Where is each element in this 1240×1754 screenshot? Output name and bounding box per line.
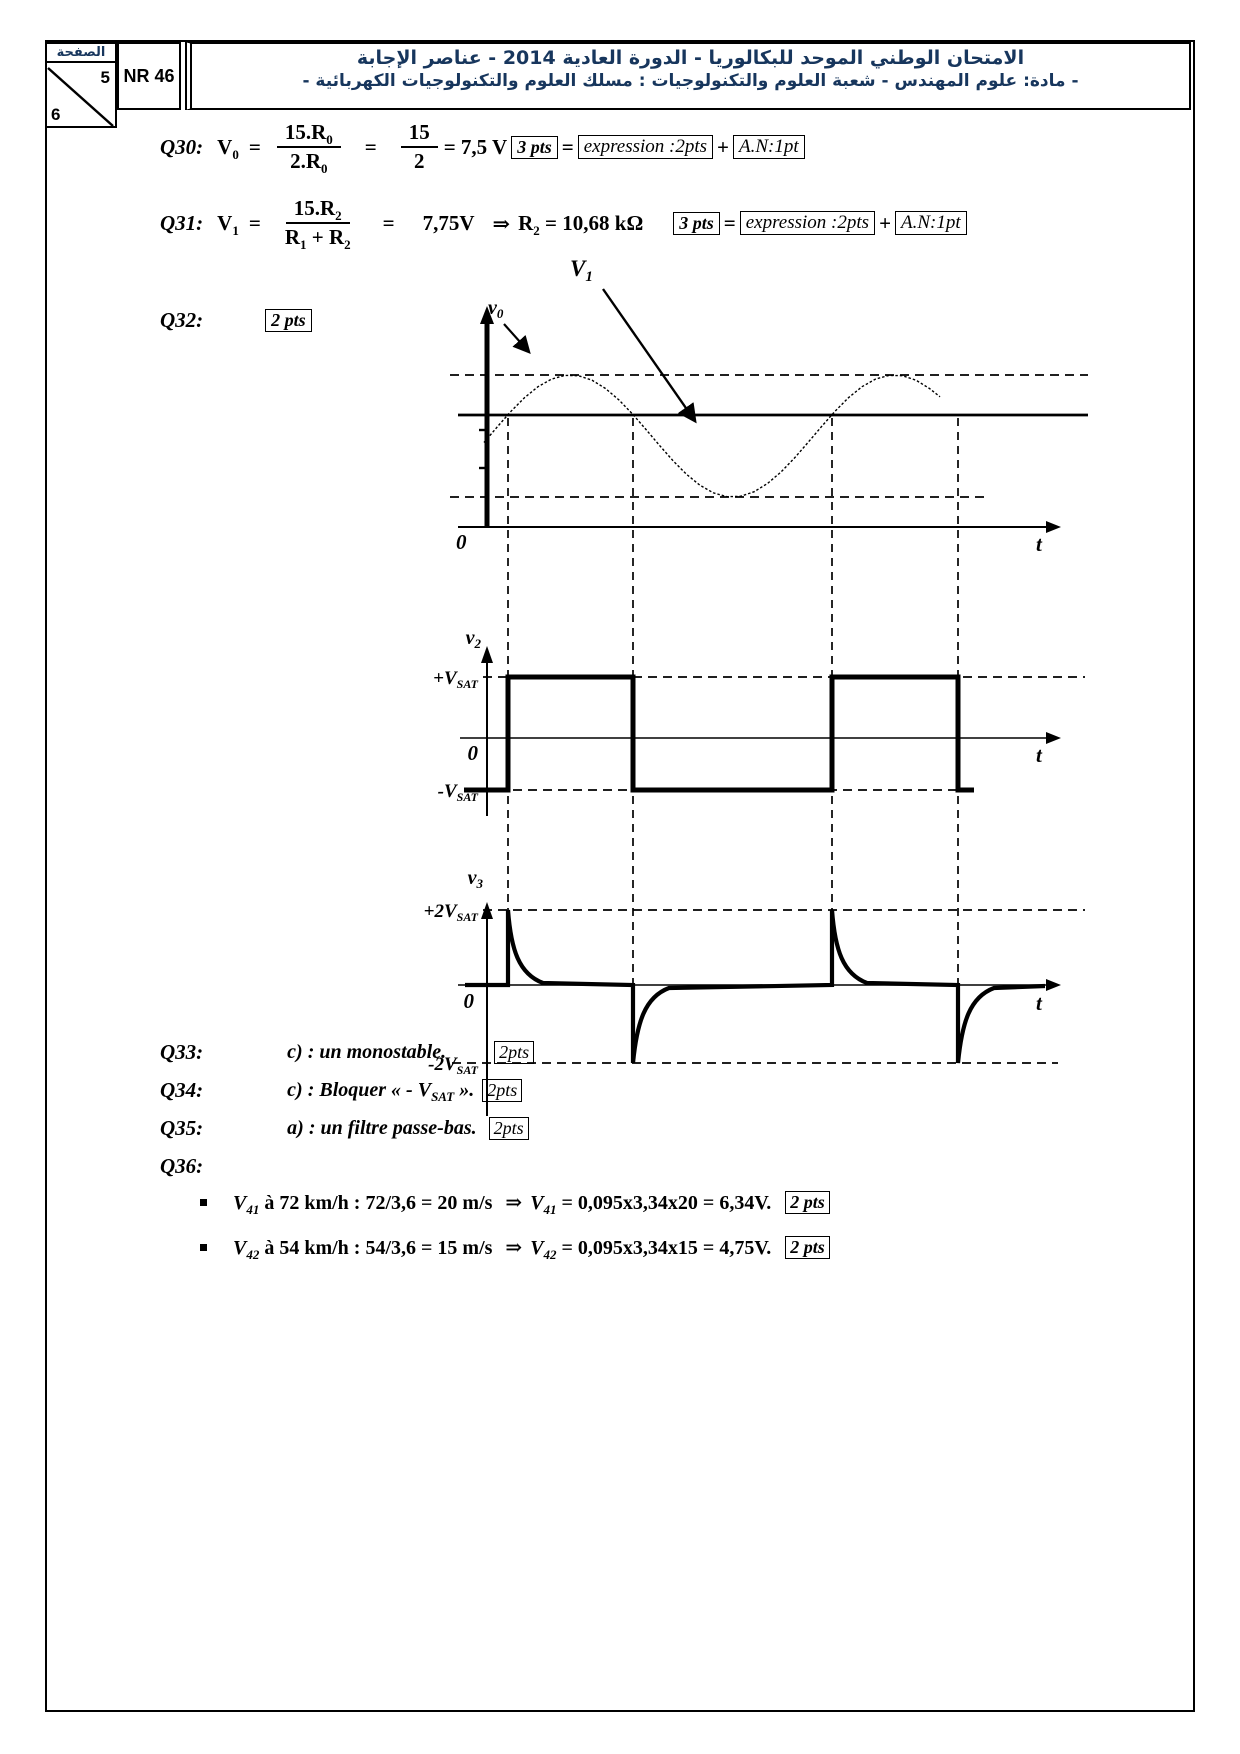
v0-t-axis-arrow xyxy=(1046,521,1061,533)
q31-an-box: A.N:1pt xyxy=(895,211,967,235)
q30-an-box: A.N:1pt xyxy=(733,135,805,159)
q32-label: Q32: xyxy=(160,308,204,332)
graph-v3 xyxy=(424,867,1085,1116)
q30-lhs: $V_0$ xyxy=(217,134,239,162)
v2-y-axis-arrow xyxy=(481,646,493,663)
q36-bullet-2 xyxy=(200,1235,830,1260)
exam-reference: NR 46 xyxy=(123,65,175,86)
page-number-box xyxy=(45,42,117,128)
q31-label: Q31: xyxy=(160,210,204,235)
q33-label: Q33: xyxy=(160,1040,204,1064)
plus-vsat-label: $+V_{SAT}$ xyxy=(433,668,478,691)
q33-points-box: 2pts xyxy=(494,1041,534,1064)
bullet-square-icon xyxy=(200,1244,207,1251)
q36-b1-text: $V_{41}$ à 72 km/h : 72/3,6 = 20 m/s ⇒ $V_{41} = 0,095x3,34x20 = 6,34V$. xyxy=(233,1190,772,1217)
q30-label: Q30: xyxy=(160,134,204,159)
q36-b2-points-box: 2 pts xyxy=(785,1236,830,1259)
q31-result: 7,75V xyxy=(422,210,475,235)
q36-label: Q36: xyxy=(160,1154,204,1178)
q34-points-box: 2pts xyxy=(482,1079,522,1102)
q30-plus: + xyxy=(717,134,729,159)
page-word: الصفحة xyxy=(47,44,115,63)
q35-row xyxy=(160,1116,529,1141)
v0-sine-curve xyxy=(484,375,940,496)
header-line-2: - مادة: علوم المهندس - شعبة العلوم والتكنولوجيات : مسلك العلوم والتكنولوجيات الكهربائية - xyxy=(302,71,1079,91)
q30-result: = 7,5 V xyxy=(443,134,508,159)
v3-spike-wave xyxy=(465,910,1045,1063)
q30-row xyxy=(160,120,809,174)
q34-answer: c) : Bloquer « - $V_{SAT}$ ». xyxy=(287,1079,475,1104)
q36-bullet-1 xyxy=(200,1190,830,1215)
page-number-total: 6 xyxy=(51,105,61,124)
waveform-diagrams xyxy=(350,240,1110,1140)
q34-label: Q34: xyxy=(160,1078,204,1102)
q30-expression-box: expression :2pts xyxy=(578,135,713,159)
exam-header xyxy=(185,42,1191,110)
q33-answer: c) : un monostable. xyxy=(287,1041,447,1063)
q31-r2: $R_2 = 10,68$ kΩ xyxy=(518,210,644,238)
header-line-1: الامتحان الوطني الموحد للبكالوريا - الدورة العادية 2014 - عناصر الإجابة xyxy=(356,47,1025,69)
v1-annotation-arrow xyxy=(603,289,695,421)
q35-answer: a) : un filtre passe-bas. xyxy=(287,1117,477,1139)
q31-plus: + xyxy=(879,210,892,235)
q31-eq: = xyxy=(248,210,261,235)
q30-fraction-2: $\frac{15}{2}$ xyxy=(401,120,438,174)
q30-eq: = xyxy=(248,134,261,159)
minus-2vsat-label: $-2V_{SAT}$ xyxy=(428,1054,478,1077)
q36-row xyxy=(160,1154,217,1179)
q33-row xyxy=(160,1040,534,1065)
q30-points-box: 3 pts xyxy=(511,136,558,159)
page-number-current: 5 xyxy=(100,68,110,87)
v0-annotation-arrow xyxy=(504,324,529,352)
bullet-square-icon xyxy=(200,1199,207,1206)
v2-origin-label: 0 xyxy=(467,741,478,765)
v3-axis-label: $v_3$ xyxy=(467,867,483,891)
graph-v2 xyxy=(433,627,1085,816)
q31-fraction: $\frac{15.R_2}{R_1 + R_2}$ xyxy=(284,196,351,252)
v2-t-label: t xyxy=(1036,743,1042,767)
q36-b1-points-box: 2 pts xyxy=(785,1191,830,1214)
q32-points-box: 2 pts xyxy=(265,309,312,332)
q31-eq3: = xyxy=(723,210,736,235)
q35-points-box: 2pts xyxy=(489,1117,529,1140)
graph-v0 xyxy=(450,256,1088,556)
v1-level-label: $V_1$ xyxy=(570,256,593,285)
v0-curve-label: $v_0$ xyxy=(488,297,504,321)
q31-implies-arrow: ⇒ xyxy=(492,210,511,236)
q32-row xyxy=(160,308,316,333)
v3-t-axis-arrow xyxy=(1046,979,1061,991)
plus-2vsat-label: $+2V_{SAT}$ xyxy=(423,901,478,924)
q30-fraction-1: $\frac{15.R_0}{2.R_0}$ xyxy=(277,120,341,174)
time-grid-lines xyxy=(508,418,958,985)
q30-eq2: = xyxy=(364,134,377,159)
v0-origin-label: 0 xyxy=(456,530,467,554)
v2-square-wave xyxy=(464,677,974,790)
q35-label: Q35: xyxy=(160,1116,204,1140)
v2-axis-label: $v_2$ xyxy=(465,627,481,651)
q34-row xyxy=(160,1078,522,1103)
q30-eq3: = xyxy=(561,134,574,159)
q31-eq2: = xyxy=(382,210,395,235)
v3-t-label: t xyxy=(1036,991,1042,1015)
q31-lhs: $V_1$ xyxy=(217,210,239,238)
q31-points-box: 3 pts xyxy=(673,212,720,235)
minus-vsat-label: $-V_{SAT}$ xyxy=(437,781,478,804)
q36-b2-text: $V_{42}$ à 54 km/h : 54/3,6 = 15 m/s ⇒ $V_{42} = 0,095x3,34x15 = 4,75V$. xyxy=(233,1235,772,1262)
exam-reference-box xyxy=(117,42,181,110)
v2-t-axis-arrow xyxy=(1046,732,1061,744)
q31-expression-box: expression :2pts xyxy=(740,211,875,235)
v0-t-label: t xyxy=(1036,532,1042,556)
v3-origin-label: 0 xyxy=(463,989,474,1013)
